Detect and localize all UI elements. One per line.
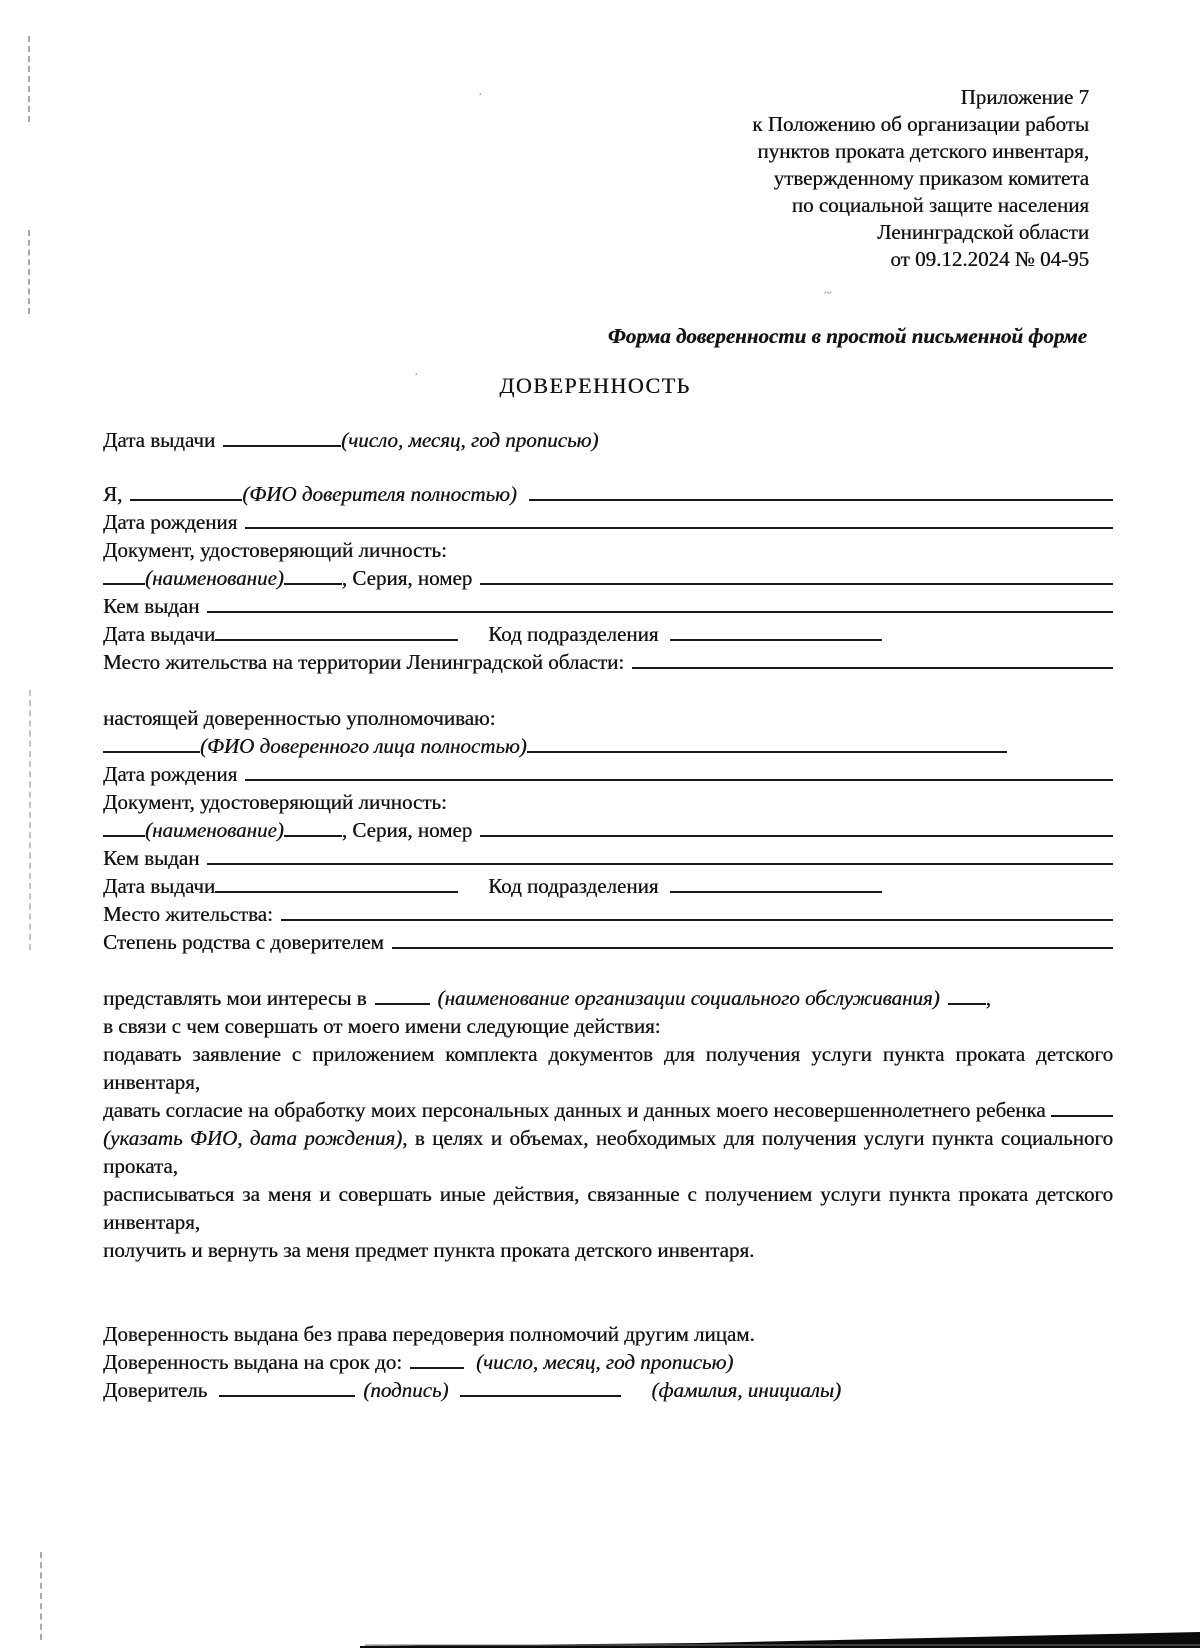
action-2-text-b: , в целях и объемах, необходимых для получения услуги пункта социального проката, bbox=[103, 1126, 1113, 1178]
action-item-4: получить и вернуть за меня предмет пункта проката детского инвентаря. bbox=[103, 1238, 755, 1262]
issued-by-blank bbox=[207, 607, 1113, 613]
closing-block bbox=[103, 1320, 1113, 1404]
issued-by-line bbox=[103, 592, 1113, 620]
issued-by-blank bbox=[207, 859, 1113, 865]
series-number-label: , Серия, номер bbox=[341, 818, 473, 842]
residence-label: Место жительства: bbox=[103, 902, 273, 926]
birth-date-label: Дата рождения bbox=[103, 510, 238, 534]
represent-blank bbox=[375, 999, 430, 1005]
attorney-fio-hint: (ФИО доверенного лица полностью) bbox=[200, 734, 527, 758]
doc-issue-date-blank bbox=[215, 887, 458, 893]
principal-label: Доверитель bbox=[103, 1378, 208, 1402]
valid-until-blank bbox=[410, 1363, 464, 1369]
valid-until-hint: (число, месяц, год прописью) bbox=[476, 1350, 734, 1374]
doc-issue-date-line bbox=[103, 620, 1113, 648]
principal-fio-blank bbox=[130, 495, 242, 501]
represent-blank-trail bbox=[948, 999, 986, 1005]
action-item-2 bbox=[103, 1096, 1113, 1180]
scan-artifact-left-dash bbox=[28, 230, 30, 314]
issued-by-label: Кем выдан bbox=[103, 846, 200, 870]
scan-artifact-bottom-band bbox=[0, 1628, 1200, 1648]
identity-doc-label: Документ, удостоверяющий личность: bbox=[103, 538, 447, 562]
appendix-header-line: пунктов проката детского инвентаря, bbox=[757, 139, 1089, 163]
attorney-fio-line bbox=[103, 732, 1113, 760]
no-delegation-text: Доверенность выдана без права передоверия полномочий другим лицам. bbox=[103, 1322, 755, 1346]
appendix-header-line: утвержденному приказом комитета bbox=[773, 166, 1089, 190]
doc-name-blank-lead bbox=[103, 831, 145, 837]
doc-name-hint: (наименование) bbox=[145, 566, 284, 590]
scan-speck: · bbox=[414, 368, 419, 383]
document-title: ДОВЕРЕННОСТЬ bbox=[499, 373, 691, 398]
issue-date-label: Дата выдачи bbox=[103, 428, 216, 452]
authorize-intro: настоящей доверенностью уполномочиваю: bbox=[103, 706, 496, 730]
represent-hint: (наименование организации социального обслуживания) bbox=[437, 986, 940, 1010]
action-item-3: расписываться за меня и совершать иные действия, связанные с получением услуги пункта проката детского инвентаря, bbox=[103, 1182, 1113, 1234]
document-content bbox=[103, 0, 1113, 1404]
kinship-label: Степень родства с доверителем bbox=[103, 930, 384, 954]
valid-until-label: Доверенность выдана на срок до: bbox=[103, 1350, 403, 1374]
residence-lo-line bbox=[103, 648, 1113, 676]
doc-issue-date-label: Дата выдачи bbox=[103, 622, 216, 646]
appendix-header-line: от 09.12.2024 № 04-95 bbox=[890, 247, 1089, 271]
kinship-blank bbox=[392, 943, 1113, 949]
doc-issue-date-line bbox=[103, 872, 1113, 900]
principal-fio-hint: (ФИО доверителя полностью) bbox=[242, 482, 517, 506]
doc-name-blank-trail bbox=[284, 831, 342, 837]
issued-by-line bbox=[103, 844, 1113, 872]
name-blank bbox=[460, 1391, 621, 1397]
birth-date-line bbox=[103, 760, 1113, 788]
principal-intro: Я, bbox=[103, 482, 123, 506]
issued-by-label: Кем выдан bbox=[103, 594, 200, 618]
series-number-label: , Серия, номер bbox=[341, 566, 473, 590]
doc-issue-date-label: Дата выдачи bbox=[103, 874, 216, 898]
issue-date-blank bbox=[223, 441, 341, 447]
scan-artifact-left-dash bbox=[40, 1552, 42, 1640]
unit-code-label: Код подразделения bbox=[488, 622, 659, 646]
unit-code-blank bbox=[670, 887, 882, 893]
unit-code-blank bbox=[670, 635, 882, 641]
attorney-fio-blank-long bbox=[527, 747, 1007, 753]
doc-name-hint: (наименование) bbox=[145, 818, 284, 842]
signature-line bbox=[103, 1376, 1113, 1404]
scan-artifact-left-dash bbox=[29, 690, 31, 950]
residence-lo-blank bbox=[632, 663, 1113, 669]
issue-date-hint: (число, месяц, год прописью) bbox=[341, 428, 599, 452]
residence-line bbox=[103, 900, 1113, 928]
principal-fio-blank-long bbox=[529, 495, 1113, 501]
issue-date-line bbox=[103, 426, 1113, 454]
appendix-header-line: Приложение 7 bbox=[960, 85, 1089, 109]
birth-date-blank bbox=[245, 775, 1113, 781]
series-number-blank bbox=[480, 831, 1113, 837]
birth-date-line bbox=[103, 508, 1113, 536]
birth-date-label: Дата рождения bbox=[103, 762, 238, 786]
residence-lo-label: Место жительства на территории Ленинградской области: bbox=[103, 650, 625, 674]
doc-name-series-line bbox=[103, 564, 1113, 592]
action-2-text-a: давать согласие на обработку моих персональных данных и данных моего несовершеннолетнего ребенка bbox=[103, 1098, 1046, 1122]
identity-doc-label: Документ, удостоверяющий личность: bbox=[103, 790, 447, 814]
scan-artifact-left-dash bbox=[28, 36, 30, 122]
doc-name-blank-trail bbox=[284, 579, 342, 585]
appendix-header-line: к Положению об организации работы bbox=[752, 112, 1089, 136]
action-2-hint: (указать ФИО, дата рождения) bbox=[103, 1126, 403, 1150]
series-number-blank bbox=[480, 579, 1113, 585]
signature-blank bbox=[219, 1391, 355, 1397]
appendix-header-line: Ленинградской области bbox=[877, 220, 1089, 244]
principal-fio-line bbox=[103, 480, 1113, 508]
doc-issue-date-blank bbox=[215, 635, 458, 641]
actions-intro: в связи с чем совершать от моего имени следующие действия: bbox=[103, 1014, 661, 1038]
represent-text: представлять мои интересы в bbox=[103, 986, 367, 1010]
appendix-header bbox=[103, 84, 1113, 273]
valid-until-line bbox=[103, 1348, 1113, 1376]
name-hint: (фамилия, инициалы) bbox=[651, 1378, 841, 1402]
kinship-line bbox=[103, 928, 1113, 956]
unit-code-label: Код подразделения bbox=[488, 874, 659, 898]
action-item-1: подавать заявление с приложением комплекта документов для получения услуги пункта проката детского инвентаря, bbox=[103, 1042, 1113, 1094]
powers-block bbox=[103, 984, 1113, 1264]
attorney-block bbox=[103, 704, 1113, 956]
represent-line bbox=[103, 984, 1113, 1012]
birth-date-blank bbox=[245, 523, 1113, 529]
scan-speck: ~ bbox=[824, 286, 832, 301]
attorney-fio-blank-lead bbox=[103, 747, 200, 753]
signature-hint: (подпись) bbox=[363, 1378, 449, 1402]
residence-blank bbox=[281, 915, 1113, 921]
doc-name-series-line bbox=[103, 816, 1113, 844]
child-fio-blank bbox=[1051, 1111, 1113, 1117]
scan-speck: · bbox=[478, 88, 483, 103]
appendix-header-line: по социальной защите населения bbox=[791, 193, 1089, 217]
form-caption: Форма доверенности в простой письменной форме bbox=[607, 324, 1087, 348]
principal-block bbox=[103, 480, 1113, 676]
represent-comma: , bbox=[985, 986, 991, 1010]
doc-name-blank-lead bbox=[103, 579, 145, 585]
